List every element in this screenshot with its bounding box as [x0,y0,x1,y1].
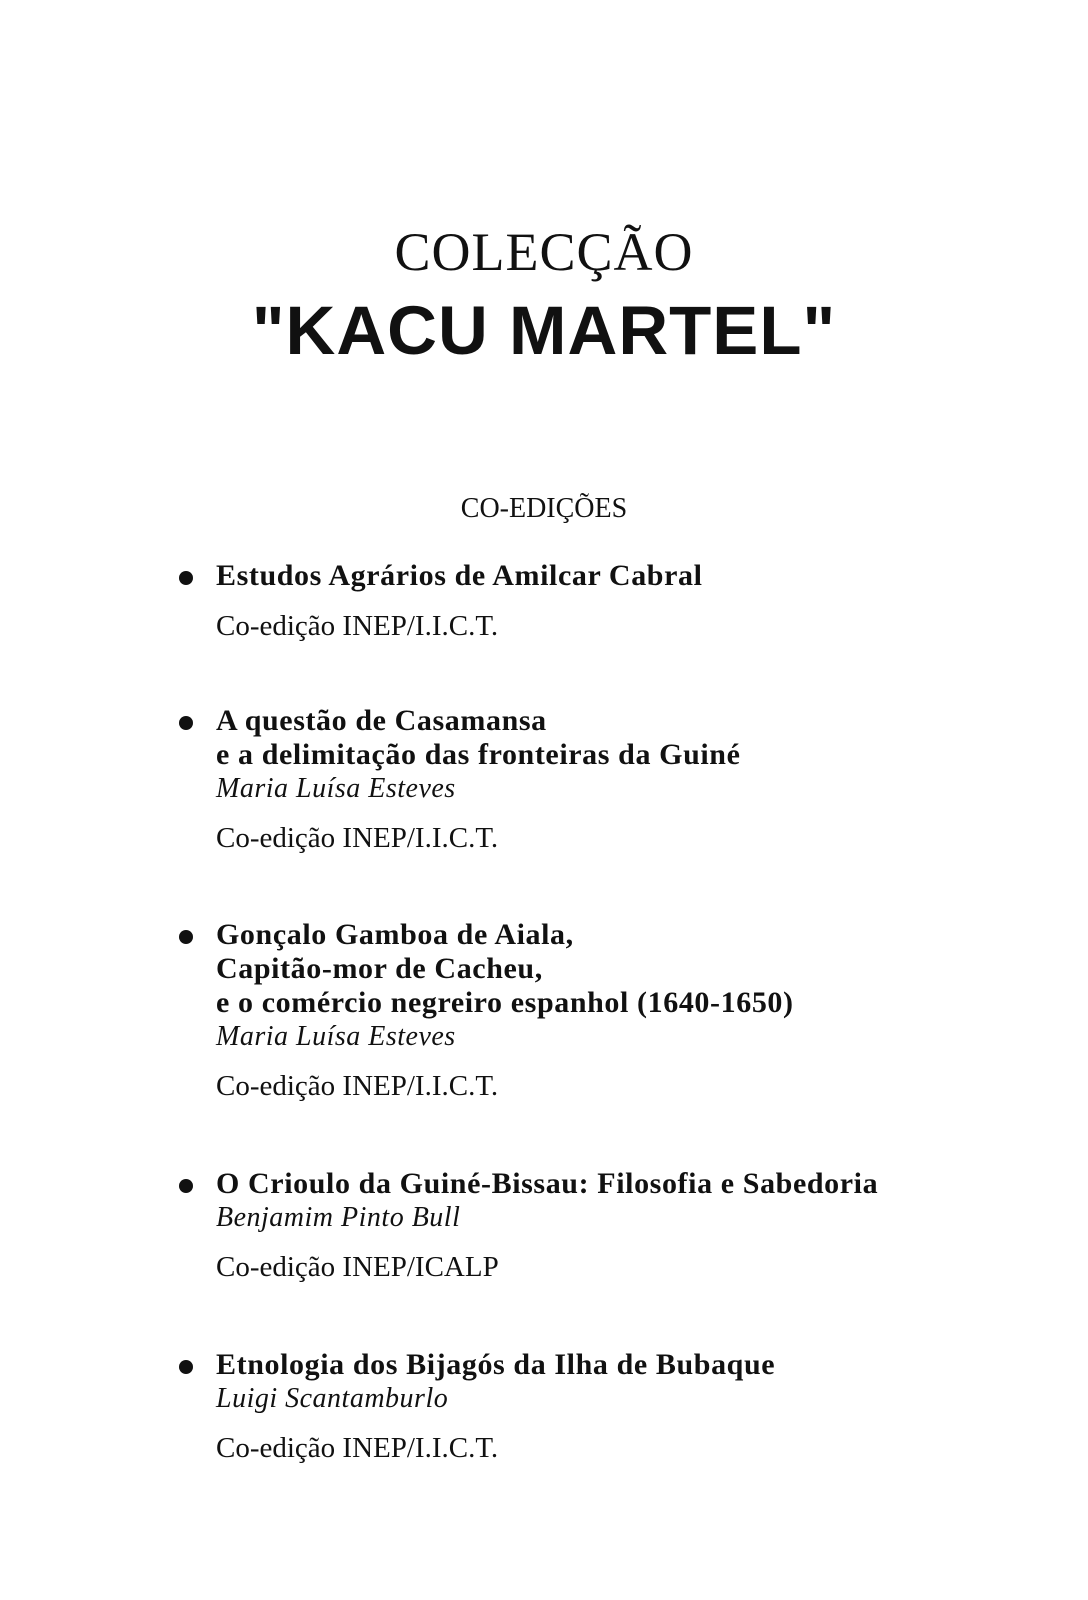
section-heading: CO-EDIÇÕES [460,493,628,524]
entry-coedition: Co-edição INEP/I.I.C.T. [216,1432,499,1464]
bullet-icon [179,930,193,944]
entry-title: O Crioulo da Guiné-Bissau: Filosofia e Sabedoria [216,1167,879,1200]
entry-author: Luigi Scantamburlo [216,1383,449,1414]
bullet-icon [179,1179,193,1193]
entry-coedition: Co-edição INEP/ICALP [216,1251,499,1283]
entry-title: Capitão-mor de Cacheu, [216,952,543,985]
page-title-line1: COLECÇÃO [394,222,694,282]
page-title-line2: "KACU MARTEL" [251,292,837,369]
entry-title: A questão de Casamansa [216,704,547,737]
list-item [216,1348,1036,1465]
bullet-icon [179,716,193,730]
entry-title: e o comércio negreiro espanhol (1640-1650) [216,986,794,1019]
entry-title: e a delimitação das fronteiras da Guiné [216,738,741,771]
list-item [216,559,1036,643]
entry-author: Benjamim Pinto Bull [216,1202,461,1233]
entry-author: Maria Luísa Esteves [216,773,456,804]
entry-author: Maria Luísa Esteves [216,1021,456,1052]
list-item [216,918,1036,1103]
entry-title: Gonçalo Gamboa de Aiala, [216,918,574,951]
entry-coedition: Co-edição INEP/I.I.C.T. [216,1070,499,1102]
entry-coedition: Co-edição INEP/I.I.C.T. [216,822,499,854]
bullet-icon [179,571,193,585]
list-item [216,1167,1036,1284]
bullet-icon [179,1360,193,1374]
list-item [216,704,1036,855]
entry-coedition: Co-edição INEP/I.I.C.T. [216,610,499,642]
entry-title: Estudos Agrários de Amilcar Cabral [216,559,703,592]
entry-title: Etnologia dos Bijagós da Ilha de Bubaque [216,1348,776,1381]
